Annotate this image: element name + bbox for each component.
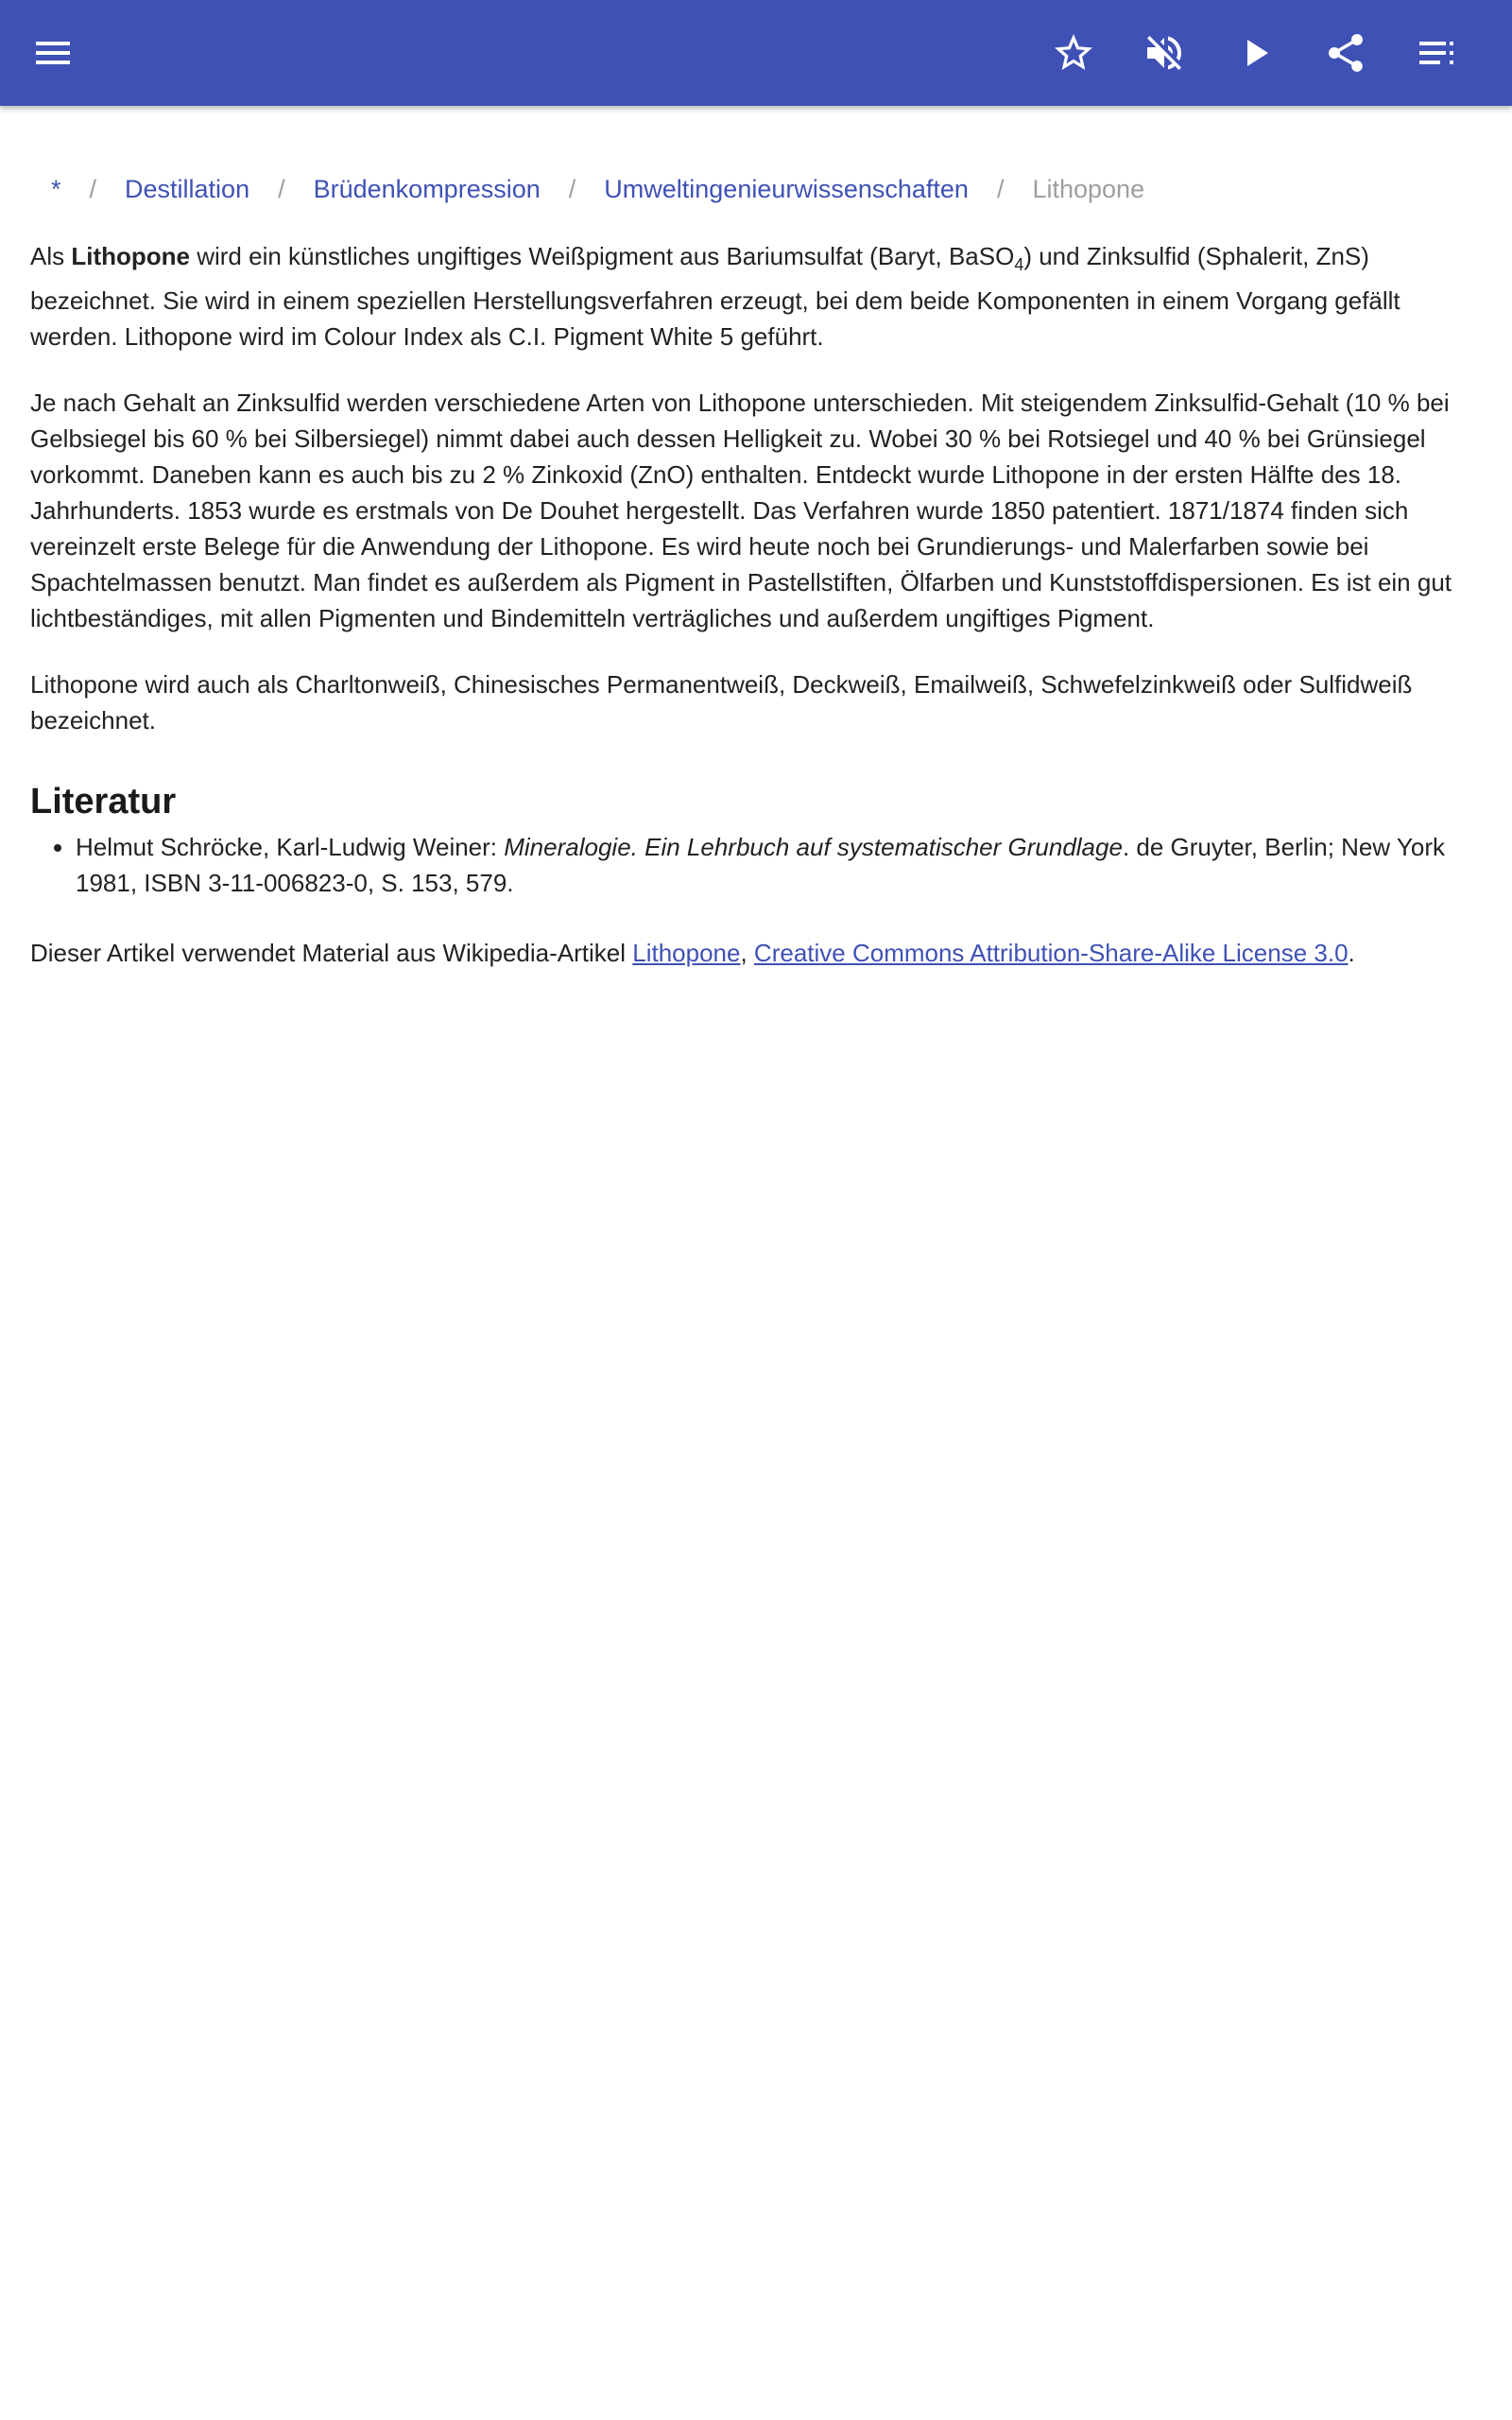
literature-authors: Helmut Schröcke, Karl-Ludwig Weiner: [76,833,505,862]
literature-list [30,829,1482,901]
breadcrumb-item-bruedenkompression[interactable]: Brüdenkompression [313,174,541,203]
star-outline-icon [1051,30,1096,76]
mute-button[interactable] [1134,23,1194,83]
breadcrumb-separator: / [89,174,97,203]
literature-details: . de Gruyter, Berlin; New York 1981, ISBN 3-11-006823-0, S. 153, 579. [76,833,1445,898]
breadcrumb-separator: / [996,174,1005,203]
intro-text: wird ein künstliches ungiftiges Weißpigment aus Bariumsulfat (Baryt, BaSO [189,242,1015,270]
literature-title: Mineralogie. Ein Lehrbuch auf systematischer Grundlage [504,833,1123,862]
wikipedia-article-link[interactable]: Lithopone [632,939,741,968]
intro-term: Lithopone [71,242,190,270]
share-icon [1323,30,1368,76]
menu-button[interactable] [23,23,83,83]
literature-heading: Literatur [30,782,177,822]
intro-text: Als [30,242,72,270]
breadcrumb-item-destillation[interactable]: Destillation [125,174,250,203]
volume-off-icon [1142,30,1187,76]
favorite-button[interactable] [1043,23,1104,83]
intro-paragraph [30,238,1482,354]
attribution-footer [30,935,1482,971]
breadcrumb [30,166,1482,212]
literature-item [76,829,1482,901]
paragraph-varieties: Je nach Gehalt an Zinksulfid werden verschiedene Arten von Lithopone unterschieden. Mit steigendem Zinksulfid-Gehalt (10 % bei Gelbsiegel bis 60 % bei Silbersiegel) nimmt dabei auch dessen Helligkeit zu. Wobei 30 % bei Rotsiegel und 40 % bei Grünsiegel vorkommt. Daneben kann es auch bis zu 2 % Zinkoxid (ZnO) enthalten. Entdeckt wurde Lithopone in der ersten Hälfte des 18. Jahrhunderts. 1853 wurde es erstmals von De Douhet hergestellt. Das Verfahren wurde 1850 patentiert. 1871/1874 finden sich vereinzelt erste Belege für die Anwendung der Lithopone. Es wird heute noch bei Grundierungs- und Malerfarben sowie bei Spachtelmassen benutzt. Man findet es außerdem als Pigment in Pastellstiften, Ölfarben und Kunststoffdispersionen. Es ist ein gut lichtbeständiges, mit allen Pigmenten und Bindemitteln verträgliches und außerdem ungiftiges Pigment. [30,389,1452,633]
breadcrumb-item-umweltingenieurwissenschaften[interactable]: Umweltingenieurwissenschaften [604,174,969,203]
app-bar [0,0,1512,106]
breadcrumb-item-root[interactable]: * [51,174,61,203]
subscript: 4 [1014,255,1024,275]
breadcrumb-separator: / [278,174,285,203]
intro-text: ) und Zinksulfid (Sphalerit, ZnS) bezeichnet. Sie wird in einem speziellen Herstellungsverfahren erzeugt, bei dem beide Komponenten in einem Vorgang gefällt werden. Lithopone wird im Colour Index als C.I. Pigment White 5 geführt. [30,242,1400,352]
breadcrumb-separator: / [568,174,576,203]
paragraph-synonyms: Lithopone wird auch als Charltonweiß, Chinesisches Permanentweiß, Deckweiß, Emailweiß, Schwefelzinkweiß oder Sulfidweiß bezeichnet. [30,670,1413,735]
contents-button[interactable] [1406,23,1467,83]
share-button[interactable] [1315,23,1376,83]
attribution-text: Dieser Artikel verwendet Material aus Wikipedia-Artikel [30,939,633,968]
license-link[interactable]: Creative Commons Attribution-Share-Alike License 3.0 [753,939,1349,968]
attribution-text: . [1348,939,1355,968]
play-icon [1232,30,1278,76]
menu-icon [30,30,76,76]
play-button[interactable] [1225,23,1285,83]
attribution-text: , [740,939,754,968]
playlist-icon [1414,30,1459,76]
breadcrumb-current: Lithopone [1032,174,1145,203]
article-content [30,106,1482,1001]
